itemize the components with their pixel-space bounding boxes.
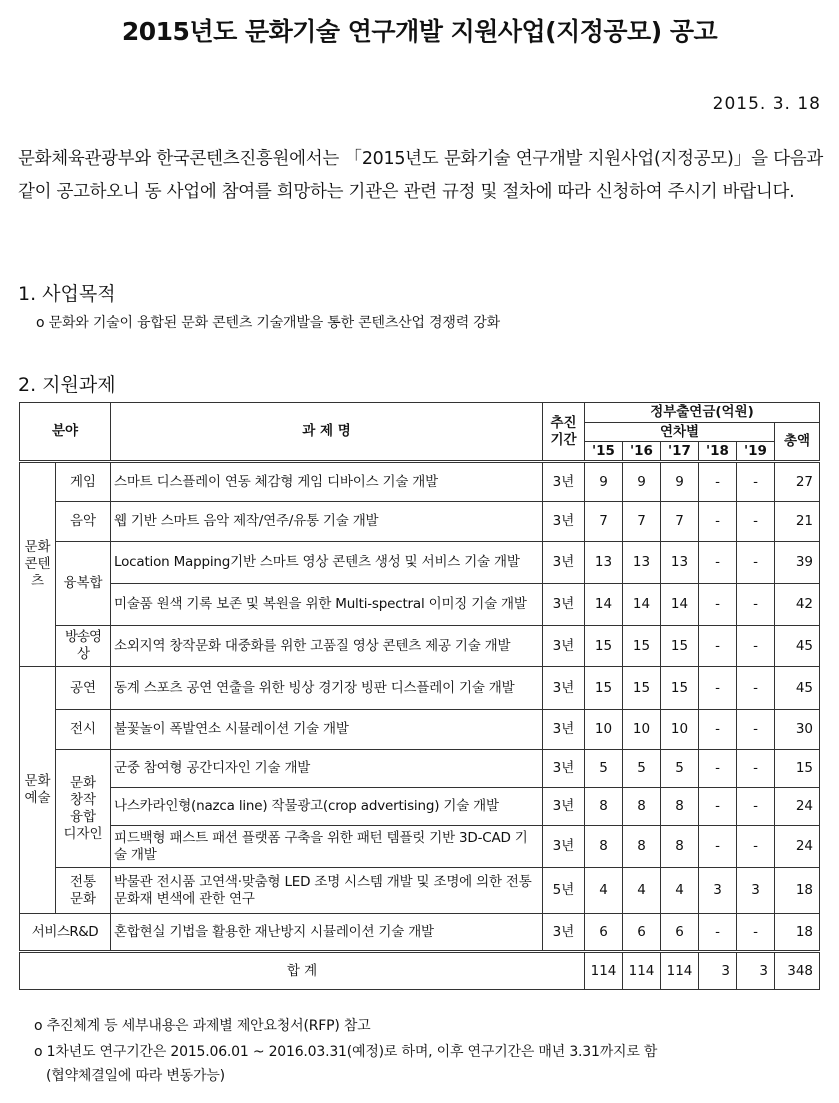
- y16-cell: 15: [623, 626, 661, 667]
- y18-cell: -: [699, 542, 737, 584]
- group-service-rnd: 서비스R&D: [20, 914, 111, 952]
- sub-music: 음악: [56, 502, 111, 542]
- period-cell: 5년: [543, 868, 585, 914]
- y17-cell: 8: [661, 826, 699, 868]
- sub-game: 게임: [56, 462, 111, 502]
- y16-cell: 14: [623, 584, 661, 626]
- y19-cell: -: [737, 542, 775, 584]
- y15-cell: 15: [585, 667, 623, 710]
- sum-y18: 3: [699, 952, 737, 990]
- y18-cell: -: [699, 710, 737, 750]
- group-art: 문화 예술: [20, 667, 56, 914]
- task-name: 미술품 원색 기록 보존 및 복원을 위한 Multi-spectral 이미징 기술 개발: [111, 584, 543, 626]
- task-name: 나스카라인형(nazca line) 작물광고(crop advertising) 기술 개발: [111, 788, 543, 826]
- y17-cell: 8: [661, 788, 699, 826]
- y18-cell: 3: [699, 868, 737, 914]
- y17-cell: 14: [661, 584, 699, 626]
- header-period: 추진 기간: [543, 403, 585, 462]
- y15-cell: 8: [585, 826, 623, 868]
- period-cell: 3년: [543, 750, 585, 788]
- header-task: 과 제 명: [111, 403, 543, 462]
- y16-cell: 10: [623, 710, 661, 750]
- y17-cell: 15: [661, 626, 699, 667]
- y15-cell: 7: [585, 502, 623, 542]
- y16-cell: 9: [623, 462, 661, 502]
- header-total: 총액: [775, 423, 820, 462]
- y18-cell: -: [699, 826, 737, 868]
- y15-cell: 6: [585, 914, 623, 952]
- sum-total: 348: [775, 952, 820, 990]
- section-1-bullet: o 문화와 기술이 융합된 문화 콘텐츠 기술개발을 통한 콘텐츠산업 경쟁력 강화: [36, 315, 500, 331]
- y19-cell: -: [737, 826, 775, 868]
- y17-cell: 15: [661, 667, 699, 710]
- y18-cell: -: [699, 750, 737, 788]
- table-row: [20, 502, 820, 542]
- y19-cell: -: [737, 462, 775, 502]
- header-y19: '19: [737, 442, 775, 462]
- task-name: 군중 참여형 공간디자인 기술 개발: [111, 750, 543, 788]
- y19-cell: -: [737, 788, 775, 826]
- period-cell: 3년: [543, 626, 585, 667]
- period-cell: 3년: [543, 667, 585, 710]
- y16-cell: 6: [623, 914, 661, 952]
- section-1-title: 1. 사업목적: [18, 283, 116, 305]
- intro-paragraph: 문화체육관광부와 한국콘텐츠진흥원에서는 「2015년도 문화기술 연구개발 지원사업(지정공모)」을 다음과 같이 공고하오니 동 사업에 참여를 희망하는 기관은 관련 규정 및 절차에 따라 신청하여 주시기 바랍니다.: [18, 149, 823, 202]
- y18-cell: -: [699, 584, 737, 626]
- y18-cell: -: [699, 626, 737, 667]
- table-row: [20, 710, 820, 750]
- total-cell: 15: [775, 750, 820, 788]
- task-name: 불꽃놀이 폭발연소 시뮬레이션 기술 개발: [111, 710, 543, 750]
- y16-cell: 4: [623, 868, 661, 914]
- y15-cell: 5: [585, 750, 623, 788]
- sub-fusion: 융복합: [56, 542, 111, 626]
- total-cell: 21: [775, 502, 820, 542]
- task-name: 웹 기반 스마트 음악 제작/연주/유통 기술 개발: [111, 502, 543, 542]
- sum-y16: 114: [623, 952, 661, 990]
- y16-cell: 8: [623, 826, 661, 868]
- y18-cell: -: [699, 914, 737, 952]
- note-period: o 1차년도 연구기간은 2015.06.01 ~ 2016.03.31(예정)로 하며, 이후 연구기간은 매년 3.31까지로 함: [34, 1044, 658, 1060]
- header-y15: '15: [585, 442, 623, 462]
- period-cell: 3년: [543, 584, 585, 626]
- table-row: [20, 826, 820, 868]
- total-cell: 42: [775, 584, 820, 626]
- y17-cell: 6: [661, 914, 699, 952]
- table-row: [20, 868, 820, 914]
- table-row: [20, 626, 820, 667]
- support-task-table: [19, 402, 820, 990]
- y19-cell: -: [737, 584, 775, 626]
- y19-cell: -: [737, 502, 775, 542]
- total-cell: 45: [775, 626, 820, 667]
- total-cell: 18: [775, 868, 820, 914]
- sub-tradition: 전통 문화: [56, 868, 111, 914]
- total-cell: 24: [775, 826, 820, 868]
- table-row: [20, 667, 820, 710]
- task-name: 혼합현실 기법을 활용한 재난방지 시뮬레이션 기술 개발: [111, 914, 543, 952]
- sum-y17: 114: [661, 952, 699, 990]
- y15-cell: 9: [585, 462, 623, 502]
- section-2-title: 2. 지원과제: [18, 374, 116, 396]
- y17-cell: 4: [661, 868, 699, 914]
- y19-cell: -: [737, 626, 775, 667]
- y15-cell: 4: [585, 868, 623, 914]
- y15-cell: 10: [585, 710, 623, 750]
- sum-row: [20, 952, 820, 990]
- y16-cell: 5: [623, 750, 661, 788]
- task-name: 박물관 전시품 고연색·맞춤형 LED 조명 시스템 개발 및 조명에 의한 전통 문화재 변색에 관한 연구: [111, 868, 543, 914]
- header-y18: '18: [699, 442, 737, 462]
- document-title: 2015년도 문화기술 연구개발 지원사업(지정공모) 공고: [121, 17, 718, 46]
- period-cell: 3년: [543, 542, 585, 584]
- sub-exhibit: 전시: [56, 710, 111, 750]
- period-cell: 3년: [543, 462, 585, 502]
- table-row: [20, 542, 820, 584]
- task-name: 피드백형 패스트 패션 플랫폼 구축을 위한 패턴 템플릿 기반 3D-CAD 기술 개발: [111, 826, 543, 868]
- y17-cell: 5: [661, 750, 699, 788]
- y16-cell: 8: [623, 788, 661, 826]
- sum-label: 합 계: [20, 952, 585, 990]
- header-y16: '16: [623, 442, 661, 462]
- group-content: 문화 콘텐 츠: [20, 462, 56, 667]
- y19-cell: -: [737, 750, 775, 788]
- sum-y19: 3: [737, 952, 775, 990]
- sub-broadcast: 방송영상: [56, 626, 111, 667]
- total-cell: 27: [775, 462, 820, 502]
- sum-y15: 114: [585, 952, 623, 990]
- y19-cell: -: [737, 710, 775, 750]
- sub-performance: 공연: [56, 667, 111, 710]
- table-row: [20, 914, 820, 952]
- y18-cell: -: [699, 788, 737, 826]
- table-row: [20, 462, 820, 502]
- period-cell: 3년: [543, 788, 585, 826]
- table-row: [20, 750, 820, 788]
- task-name: 스마트 디스플레이 연동 체감형 게임 디바이스 기술 개발: [111, 462, 543, 502]
- header-y17: '17: [661, 442, 699, 462]
- task-name: 동계 스포츠 공연 연출을 위한 빙상 경기장 빙판 디스플레이 기술 개발: [111, 667, 543, 710]
- total-cell: 45: [775, 667, 820, 710]
- note-rfp: o 추진체계 등 세부내용은 과제별 제안요청서(RFP) 참고: [34, 1018, 371, 1034]
- y16-cell: 15: [623, 667, 661, 710]
- y17-cell: 10: [661, 710, 699, 750]
- table-row: [20, 584, 820, 626]
- y18-cell: -: [699, 462, 737, 502]
- header-gov-funding: 정부출연금(억원): [585, 403, 820, 423]
- total-cell: 39: [775, 542, 820, 584]
- task-name: Location Mapping기반 스마트 영상 콘텐츠 생성 및 서비스 기술 개발: [111, 542, 543, 584]
- y17-cell: 13: [661, 542, 699, 584]
- task-name: 소외지역 창작문화 대중화를 위한 고품질 영상 콘텐츠 제공 기술 개발: [111, 626, 543, 667]
- period-cell: 3년: [543, 502, 585, 542]
- period-cell: 3년: [543, 710, 585, 750]
- y15-cell: 13: [585, 542, 623, 584]
- table-row: [20, 788, 820, 826]
- y16-cell: 13: [623, 542, 661, 584]
- y18-cell: -: [699, 502, 737, 542]
- y16-cell: 7: [623, 502, 661, 542]
- y17-cell: 7: [661, 502, 699, 542]
- y18-cell: -: [699, 667, 737, 710]
- period-cell: 3년: [543, 826, 585, 868]
- y19-cell: -: [737, 667, 775, 710]
- y17-cell: 9: [661, 462, 699, 502]
- note-period-sub: (협약체결일에 따라 변동가능): [46, 1068, 225, 1084]
- y15-cell: 8: [585, 788, 623, 826]
- announcement-date: 2015. 3. 18: [712, 94, 821, 114]
- y19-cell: 3: [737, 868, 775, 914]
- y19-cell: -: [737, 914, 775, 952]
- period-cell: 3년: [543, 914, 585, 952]
- total-cell: 30: [775, 710, 820, 750]
- y15-cell: 14: [585, 584, 623, 626]
- header-yearly: 연차별: [585, 423, 775, 442]
- total-cell: 18: [775, 914, 820, 952]
- header-field: 분야: [20, 403, 111, 462]
- y15-cell: 15: [585, 626, 623, 667]
- total-cell: 24: [775, 788, 820, 826]
- sub-design: 문화 창작 융합 디자인: [56, 750, 111, 868]
